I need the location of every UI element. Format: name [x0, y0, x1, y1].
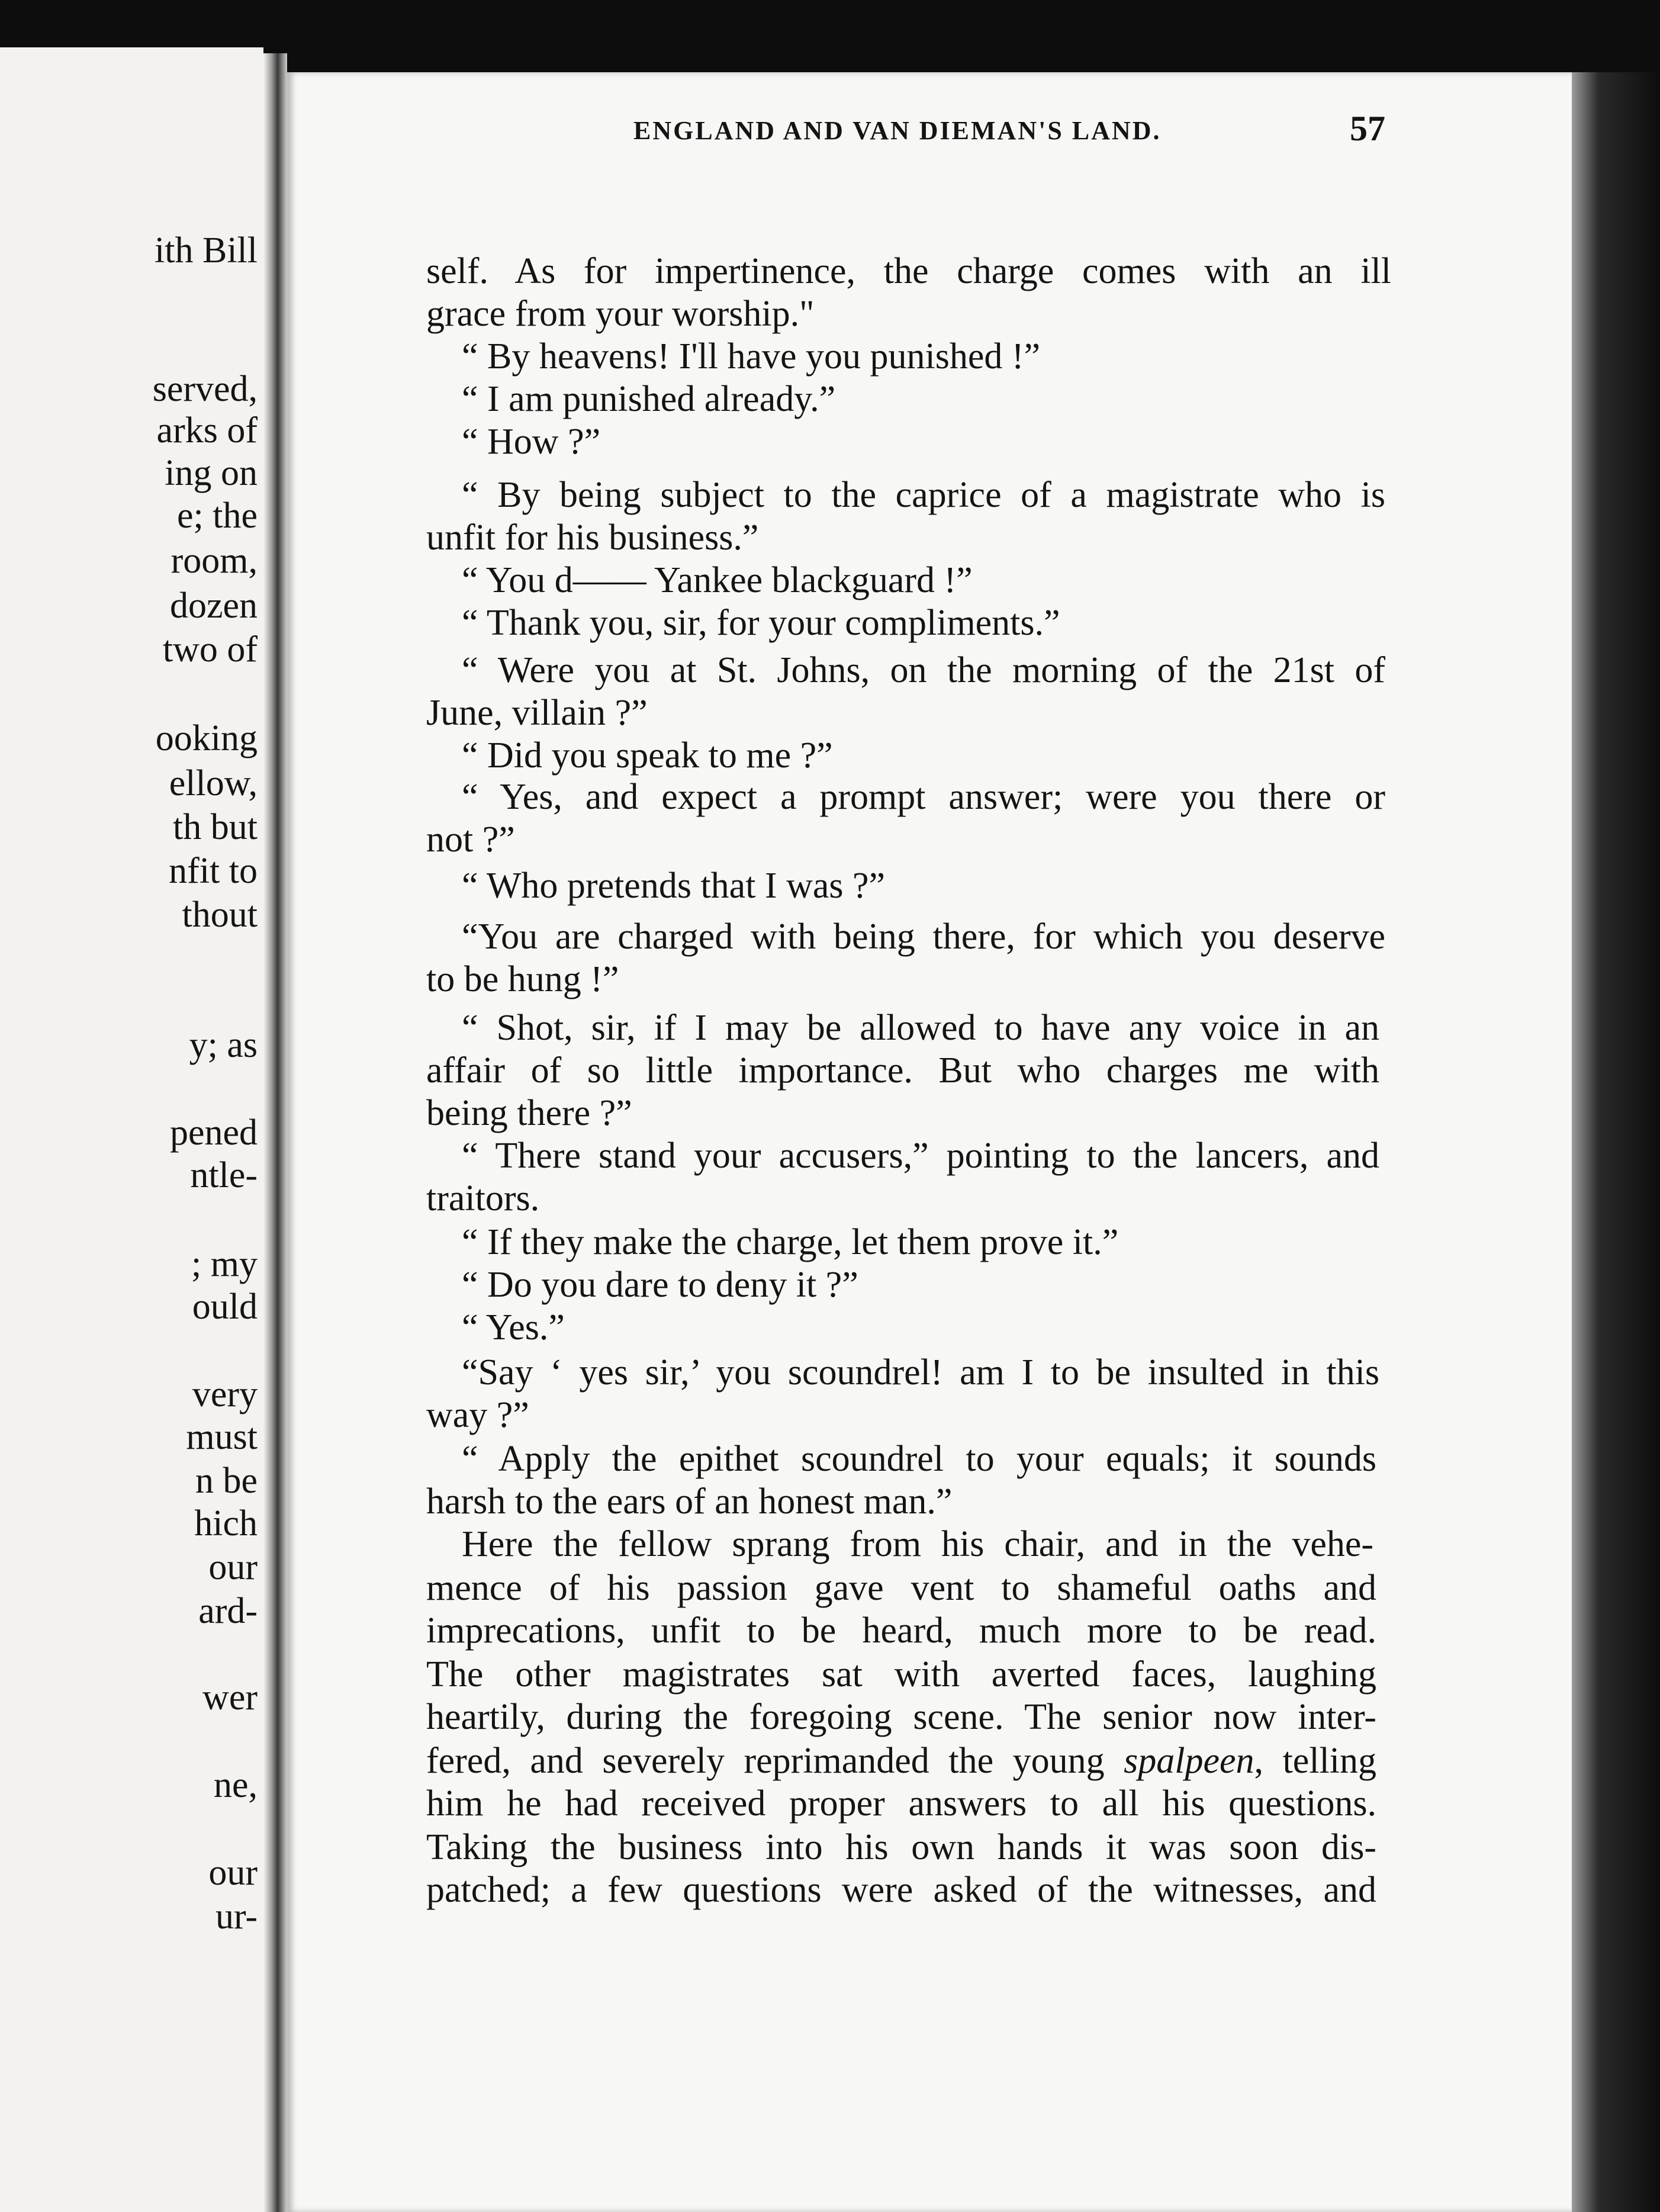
text-line: grace from your worship.": [426, 294, 815, 334]
text-line: “ If they make the charge, let them prove it.”: [462, 1222, 1119, 1262]
left-page-line: ur-: [215, 1896, 258, 1937]
left-page-line: ard-: [198, 1591, 258, 1631]
left-page-line: dozen: [169, 586, 258, 626]
text-line: “ Who pretends that I was ?”: [462, 866, 886, 906]
text-line: June, villain ?”: [426, 693, 648, 733]
left-page-line: two of: [162, 629, 258, 670]
text-line: self. As for impertinence, the charge comes with an ill: [426, 251, 1391, 291]
text-line: “You are charged with being there, for which you deserve: [462, 917, 1385, 957]
text-line: “ Shot, sir, if I may be allowed to have any voice in an: [462, 1008, 1379, 1048]
text-line: “ There stand your accusers,” pointing to the lancers, and: [462, 1136, 1379, 1176]
previous-page-fragment: [0, 47, 263, 2212]
left-page-line: arks of: [156, 410, 258, 451]
text-line: way ?”: [426, 1395, 529, 1435]
text-line: heartily, during the foregoing scene. The senior now inter-: [426, 1697, 1376, 1737]
left-page-line: ing on: [165, 453, 258, 493]
text-line: traitors.: [426, 1178, 540, 1218]
text-line: not ?”: [426, 819, 515, 860]
text-line: “ I am punished already.”: [462, 379, 836, 419]
left-page-line: ntle-: [190, 1155, 258, 1195]
text-line: affair of so little importance. But who charges me with: [426, 1050, 1379, 1091]
text-line: Taking the business into his own hands it was soon dis-: [426, 1827, 1376, 1867]
text-line: unfit for his business.”: [426, 517, 759, 558]
text-line: “ Do you dare to deny it ?”: [462, 1265, 858, 1305]
text-line: him he had received proper answers to all his questions.: [426, 1783, 1376, 1824]
left-page-line: th but: [173, 807, 258, 847]
page-edge-shadow: [1572, 72, 1660, 2212]
left-page-line: e; the: [177, 496, 258, 536]
left-page-line: y; as: [189, 1025, 258, 1065]
text-line: [426, 1740, 1376, 1782]
text-line: “ Thank you, sir, for your compliments.”: [462, 603, 1060, 643]
text-line: “ How ?”: [462, 422, 601, 462]
book-gutter: [263, 53, 287, 2212]
text-segment: fered, and severely reprimanded the young: [426, 1741, 1124, 1781]
text-line: “Say ‘ yes sir,’ you scoundrel! am I to be insulted in this: [462, 1352, 1379, 1393]
left-page-line: wer: [202, 1677, 258, 1718]
left-page-line: nfit to: [169, 851, 258, 891]
text-line: “ By heavens! I'll have you punished !”: [462, 336, 1041, 377]
left-page-line: thout: [182, 895, 258, 935]
left-page-line: served,: [152, 369, 258, 409]
running-head: ENGLAND AND VAN DIEMAN'S LAND.: [633, 116, 1162, 145]
left-page-line: ellow,: [169, 763, 258, 803]
left-page-line: very: [192, 1374, 258, 1414]
italic-word: spalpeen: [1124, 1741, 1254, 1781]
left-page-line: ne,: [213, 1765, 258, 1805]
text-line: “ Yes, and expect a prompt answer; were you there or: [462, 777, 1385, 817]
left-page-line: our: [208, 1547, 258, 1587]
text-line: “ Were you at St. Johns, on the morning of the 21st of: [462, 650, 1385, 690]
text-line: being there ?”: [426, 1093, 632, 1133]
text-line: “ By being subject to the caprice of a magistrate who is: [462, 475, 1385, 515]
text-line: to be hung !”: [426, 959, 619, 999]
left-page-line: ooking: [155, 718, 258, 758]
text-line: Here the fellow sprang from his chair, and in the vehe-: [462, 1524, 1373, 1564]
left-page-line: ; my: [191, 1244, 258, 1284]
text-line: “ Apply the epithet scoundrel to your equals; it sounds: [462, 1439, 1376, 1479]
text-line: The other magistrates sat with averted faces, laughing: [426, 1654, 1376, 1695]
left-page-line: our: [208, 1853, 258, 1893]
left-page-line: ould: [192, 1287, 258, 1327]
left-page-line: must: [186, 1417, 258, 1457]
text-line: imprecations, unfit to be heard, much more to be read.: [426, 1610, 1376, 1651]
page-number: 57: [1350, 109, 1385, 148]
text-segment: , telling: [1254, 1741, 1377, 1781]
text-line: “ Yes.”: [462, 1307, 565, 1348]
left-page-line: room,: [170, 541, 258, 581]
text-line: mence of his passion gave vent to shameful oaths and: [426, 1568, 1376, 1608]
left-page-line: n be: [195, 1461, 258, 1501]
text-line: “ Did you speak to me ?”: [462, 735, 833, 776]
left-page-line: pened: [169, 1113, 258, 1153]
text-line: “ You d—— Yankee blackguard !”: [462, 560, 973, 600]
text-line: patched; a few questions were asked of the witnesses, and: [426, 1870, 1376, 1910]
left-page-line: hich: [194, 1503, 258, 1544]
left-page-line: ith Bill: [155, 230, 258, 271]
text-line: harsh to the ears of an honest man.”: [426, 1481, 953, 1522]
